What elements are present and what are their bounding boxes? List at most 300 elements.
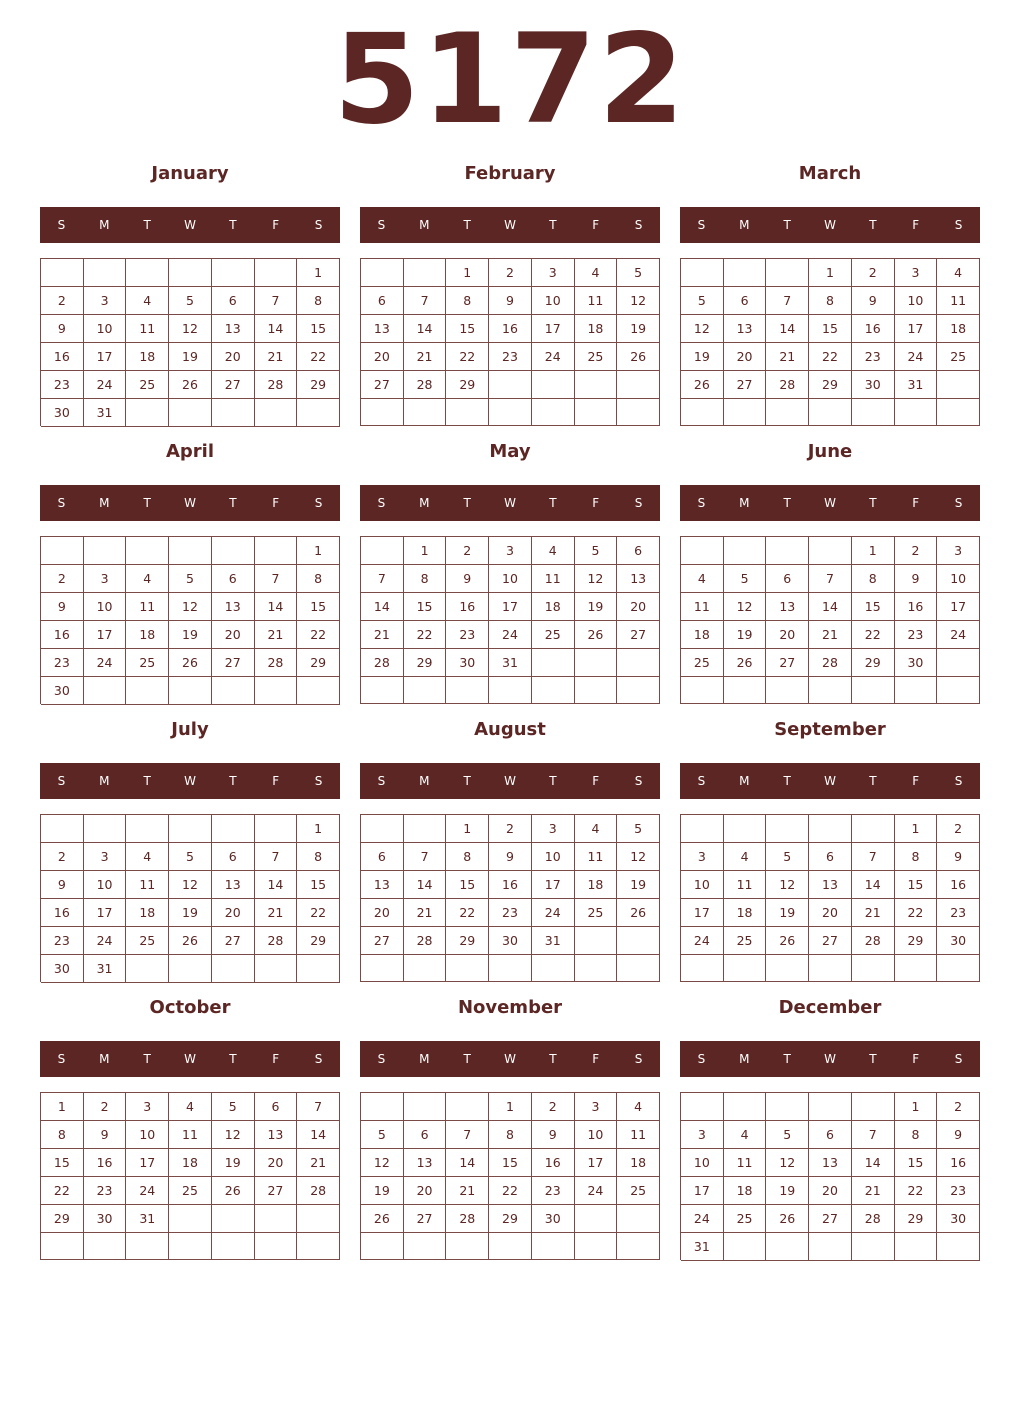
day-cell: 3 — [937, 537, 980, 565]
day-cell: 12 — [617, 287, 660, 315]
empty-day-cell — [41, 537, 84, 565]
day-cell: 7 — [297, 1093, 340, 1121]
weekday-label: F — [912, 1052, 920, 1066]
day-cell: 11 — [724, 1149, 767, 1177]
weekday-label: F — [592, 218, 600, 232]
day-cell: 15 — [297, 315, 340, 343]
day-cell: 20 — [212, 899, 255, 927]
empty-day-cell — [446, 677, 489, 704]
day-cell: 25 — [575, 899, 618, 927]
empty-day-cell — [532, 371, 575, 399]
weekday-label: W — [184, 496, 196, 510]
day-cell: 14 — [404, 315, 447, 343]
empty-day-cell — [617, 677, 660, 704]
day-cell: 1 — [895, 1093, 938, 1121]
day-cell: 6 — [361, 843, 404, 871]
day-cell: 19 — [212, 1149, 255, 1177]
weekday-label: S — [57, 1052, 66, 1066]
day-cell: 16 — [41, 899, 84, 927]
weekday-label: S — [634, 1052, 643, 1066]
day-cell: 21 — [446, 1177, 489, 1205]
empty-day-cell — [489, 399, 532, 426]
day-cell: 28 — [404, 927, 447, 955]
day-cell: 1 — [297, 537, 340, 565]
day-cell: 29 — [446, 371, 489, 399]
day-cell: 1 — [446, 815, 489, 843]
empty-day-cell — [852, 1233, 895, 1261]
day-cell: 16 — [41, 621, 84, 649]
weekday-label: W — [824, 774, 836, 788]
weekday-label: M — [419, 496, 430, 510]
month-name: October — [149, 997, 231, 1018]
day-cell: 1 — [41, 1093, 84, 1121]
day-cell: 23 — [532, 1177, 575, 1205]
day-cell: 1 — [809, 259, 852, 287]
empty-day-cell — [575, 955, 618, 982]
weekday-header — [680, 207, 980, 243]
day-cell: 20 — [724, 343, 767, 371]
day-cell: 8 — [895, 843, 938, 871]
weekday-header — [360, 763, 660, 799]
empty-day-cell — [361, 399, 404, 426]
empty-day-cell — [84, 815, 127, 843]
day-cell: 27 — [766, 649, 809, 677]
day-cell: 18 — [575, 315, 618, 343]
day-cell: 23 — [895, 621, 938, 649]
weekday-header — [360, 1041, 660, 1077]
empty-day-cell — [297, 955, 340, 983]
day-cell: 26 — [361, 1205, 404, 1233]
empty-day-cell — [404, 1093, 447, 1121]
day-cell: 20 — [255, 1149, 298, 1177]
day-cell: 28 — [404, 371, 447, 399]
empty-day-cell — [255, 399, 298, 427]
empty-day-cell — [532, 399, 575, 426]
weekday-label: M — [419, 774, 430, 788]
weekday-label: T — [143, 1052, 151, 1066]
month-january — [40, 157, 340, 427]
day-cell: 20 — [212, 343, 255, 371]
day-cell: 23 — [41, 371, 84, 399]
day-cell: 8 — [895, 1121, 938, 1149]
day-cell: 19 — [575, 593, 618, 621]
empty-day-cell — [126, 537, 169, 565]
weekday-label: T — [229, 496, 237, 510]
day-cell: 3 — [532, 815, 575, 843]
day-cell: 5 — [681, 287, 724, 315]
day-cell: 17 — [532, 871, 575, 899]
month-february — [360, 157, 660, 427]
day-cell: 31 — [126, 1205, 169, 1233]
day-cell: 5 — [169, 565, 212, 593]
day-cell: 28 — [255, 927, 298, 955]
day-cell: 13 — [809, 1149, 852, 1177]
day-cell: 23 — [852, 343, 895, 371]
day-cell: 23 — [937, 1177, 980, 1205]
empty-day-cell — [937, 371, 980, 399]
weekday-label: S — [314, 1052, 323, 1066]
day-cell: 8 — [489, 1121, 532, 1149]
day-cell: 17 — [681, 899, 724, 927]
empty-day-cell — [404, 955, 447, 982]
day-cell: 15 — [852, 593, 895, 621]
weekday-label: T — [783, 218, 791, 232]
day-cell: 29 — [41, 1205, 84, 1233]
day-cell: 13 — [404, 1149, 447, 1177]
weekday-label: M — [99, 496, 110, 510]
day-cell: 15 — [297, 593, 340, 621]
day-cell: 5 — [617, 815, 660, 843]
day-cell: 17 — [126, 1149, 169, 1177]
weekday-label: T — [229, 774, 237, 788]
day-cell: 2 — [446, 537, 489, 565]
day-cell: 14 — [297, 1121, 340, 1149]
day-cell: 29 — [852, 649, 895, 677]
day-cell: 9 — [489, 843, 532, 871]
weekday-label: T — [229, 218, 237, 232]
day-cell: 20 — [809, 1177, 852, 1205]
day-cell: 27 — [255, 1177, 298, 1205]
day-cell: 18 — [575, 871, 618, 899]
weekday-label: F — [272, 218, 280, 232]
month-name: April — [165, 441, 215, 462]
month-name: February — [464, 163, 556, 184]
weekday-label: W — [824, 218, 836, 232]
day-cell: 12 — [361, 1149, 404, 1177]
empty-day-cell — [84, 1233, 127, 1260]
empty-day-cell — [617, 1205, 660, 1233]
day-cell: 19 — [617, 315, 660, 343]
day-cell: 7 — [255, 843, 298, 871]
day-grid — [40, 258, 340, 426]
day-cell: 10 — [489, 565, 532, 593]
day-cell: 5 — [766, 1121, 809, 1149]
day-cell: 15 — [895, 1149, 938, 1177]
weekday-label: T — [549, 774, 557, 788]
weekday-label: T — [143, 774, 151, 788]
day-cell: 6 — [212, 843, 255, 871]
day-cell: 12 — [681, 315, 724, 343]
day-cell: 3 — [895, 259, 938, 287]
day-cell: 10 — [681, 1149, 724, 1177]
day-cell: 11 — [724, 871, 767, 899]
day-cell: 24 — [489, 621, 532, 649]
empty-day-cell — [809, 1233, 852, 1261]
weekday-label: F — [272, 774, 280, 788]
empty-day-cell — [212, 1205, 255, 1233]
weekday-label: T — [143, 218, 151, 232]
empty-day-cell — [809, 955, 852, 982]
weekday-label: F — [912, 774, 920, 788]
day-cell: 28 — [766, 371, 809, 399]
day-cell: 4 — [617, 1093, 660, 1121]
empty-day-cell — [809, 677, 852, 704]
weekday-label: T — [869, 218, 877, 232]
weekday-label: S — [57, 774, 66, 788]
day-cell: 20 — [212, 621, 255, 649]
day-cell: 14 — [852, 871, 895, 899]
day-cell: 26 — [681, 371, 724, 399]
day-cell: 5 — [169, 843, 212, 871]
day-cell: 9 — [852, 287, 895, 315]
day-cell: 21 — [255, 621, 298, 649]
empty-day-cell — [446, 399, 489, 426]
day-cell: 10 — [84, 315, 127, 343]
day-cell: 7 — [255, 565, 298, 593]
day-cell: 8 — [297, 287, 340, 315]
day-cell: 21 — [404, 343, 447, 371]
day-cell: 2 — [937, 1093, 980, 1121]
day-cell: 7 — [255, 287, 298, 315]
day-cell: 18 — [681, 621, 724, 649]
day-cell: 16 — [489, 871, 532, 899]
day-cell: 10 — [84, 593, 127, 621]
day-cell: 13 — [361, 871, 404, 899]
day-cell: 3 — [84, 287, 127, 315]
day-cell: 13 — [724, 315, 767, 343]
day-cell: 22 — [297, 899, 340, 927]
empty-day-cell — [41, 815, 84, 843]
empty-day-cell — [126, 399, 169, 427]
day-cell: 24 — [84, 649, 127, 677]
day-cell: 8 — [809, 287, 852, 315]
empty-day-cell — [766, 815, 809, 843]
day-cell: 9 — [41, 871, 84, 899]
empty-day-cell — [895, 677, 938, 704]
day-cell: 6 — [212, 287, 255, 315]
weekday-label: W — [504, 774, 516, 788]
weekday-label: T — [549, 1052, 557, 1066]
day-cell: 31 — [489, 649, 532, 677]
day-cell: 29 — [809, 371, 852, 399]
day-cell: 22 — [297, 621, 340, 649]
day-cell: 2 — [895, 537, 938, 565]
empty-day-cell — [489, 371, 532, 399]
day-cell: 14 — [255, 315, 298, 343]
weekday-label: S — [314, 496, 323, 510]
empty-day-cell — [766, 1233, 809, 1261]
empty-day-cell — [937, 677, 980, 704]
day-cell: 3 — [489, 537, 532, 565]
day-cell: 23 — [446, 621, 489, 649]
empty-day-cell — [126, 259, 169, 287]
empty-day-cell — [766, 1093, 809, 1121]
day-cell: 6 — [404, 1121, 447, 1149]
weekday-label: T — [143, 496, 151, 510]
day-cell: 4 — [169, 1093, 212, 1121]
weekday-label: W — [504, 496, 516, 510]
empty-day-cell — [532, 955, 575, 982]
empty-day-cell — [126, 677, 169, 705]
weekday-label: M — [739, 218, 750, 232]
empty-day-cell — [724, 677, 767, 704]
empty-day-cell — [126, 815, 169, 843]
weekday-label: T — [229, 1052, 237, 1066]
day-cell: 14 — [255, 593, 298, 621]
day-cell: 23 — [937, 899, 980, 927]
day-cell: 7 — [852, 843, 895, 871]
weekday-label: F — [592, 774, 600, 788]
day-cell: 22 — [446, 343, 489, 371]
day-cell: 27 — [724, 371, 767, 399]
empty-day-cell — [575, 677, 618, 704]
day-cell: 11 — [126, 593, 169, 621]
day-cell: 25 — [724, 1205, 767, 1233]
weekday-label: T — [549, 218, 557, 232]
weekday-label: F — [912, 218, 920, 232]
weekday-label: S — [634, 218, 643, 232]
month-september — [680, 713, 980, 983]
day-cell: 9 — [895, 565, 938, 593]
day-cell: 30 — [446, 649, 489, 677]
day-cell: 9 — [489, 287, 532, 315]
day-cell: 15 — [297, 871, 340, 899]
weekday-label: F — [592, 496, 600, 510]
day-cell: 30 — [489, 927, 532, 955]
day-cell: 8 — [446, 287, 489, 315]
weekday-label: T — [463, 774, 471, 788]
weekday-label: T — [869, 496, 877, 510]
day-cell: 21 — [255, 343, 298, 371]
day-cell: 7 — [404, 843, 447, 871]
day-cell: 4 — [724, 1121, 767, 1149]
empty-day-cell — [169, 1233, 212, 1260]
empty-day-cell — [532, 649, 575, 677]
day-cell: 21 — [809, 621, 852, 649]
empty-day-cell — [84, 537, 127, 565]
day-cell: 28 — [361, 649, 404, 677]
day-cell: 22 — [489, 1177, 532, 1205]
weekday-label: S — [697, 774, 706, 788]
month-march — [680, 157, 980, 427]
day-cell: 14 — [446, 1149, 489, 1177]
day-cell: 30 — [937, 927, 980, 955]
day-cell: 16 — [852, 315, 895, 343]
day-cell: 17 — [937, 593, 980, 621]
day-cell: 15 — [895, 871, 938, 899]
day-cell: 13 — [361, 315, 404, 343]
day-cell: 17 — [84, 343, 127, 371]
day-cell: 16 — [489, 315, 532, 343]
empty-day-cell — [255, 537, 298, 565]
day-cell: 8 — [852, 565, 895, 593]
day-cell: 8 — [297, 843, 340, 871]
day-cell: 10 — [681, 871, 724, 899]
day-cell: 20 — [766, 621, 809, 649]
day-cell: 22 — [404, 621, 447, 649]
weekday-label: M — [419, 218, 430, 232]
day-cell: 25 — [126, 649, 169, 677]
empty-day-cell — [766, 399, 809, 426]
day-cell: 24 — [575, 1177, 618, 1205]
day-cell: 18 — [937, 315, 980, 343]
weekday-label: T — [869, 774, 877, 788]
day-grid — [360, 258, 660, 426]
day-cell: 18 — [126, 343, 169, 371]
empty-day-cell — [361, 1233, 404, 1260]
day-grid — [40, 536, 340, 704]
day-cell: 23 — [489, 899, 532, 927]
empty-day-cell — [681, 537, 724, 565]
weekday-header — [680, 1041, 980, 1077]
day-cell: 11 — [937, 287, 980, 315]
day-cell: 12 — [766, 871, 809, 899]
day-cell: 7 — [809, 565, 852, 593]
day-cell: 16 — [84, 1149, 127, 1177]
day-cell: 4 — [532, 537, 575, 565]
day-cell: 5 — [766, 843, 809, 871]
weekday-label: S — [314, 774, 323, 788]
empty-day-cell — [681, 399, 724, 426]
day-cell: 4 — [724, 843, 767, 871]
weekday-header — [40, 207, 340, 243]
empty-day-cell — [724, 1233, 767, 1261]
empty-day-cell — [84, 677, 127, 705]
day-cell: 10 — [937, 565, 980, 593]
day-cell: 25 — [126, 927, 169, 955]
weekday-label: W — [824, 1052, 836, 1066]
empty-day-cell — [361, 677, 404, 704]
empty-day-cell — [212, 677, 255, 705]
day-cell: 11 — [681, 593, 724, 621]
day-cell: 25 — [532, 621, 575, 649]
day-cell: 12 — [724, 593, 767, 621]
empty-day-cell — [446, 1233, 489, 1260]
month-name: December — [778, 997, 882, 1018]
day-cell: 6 — [724, 287, 767, 315]
day-cell: 28 — [297, 1177, 340, 1205]
empty-day-cell — [617, 1233, 660, 1260]
empty-day-cell — [297, 1233, 340, 1260]
day-cell: 31 — [532, 927, 575, 955]
day-cell: 29 — [895, 927, 938, 955]
day-cell: 22 — [895, 899, 938, 927]
day-cell: 5 — [361, 1121, 404, 1149]
empty-day-cell — [895, 399, 938, 426]
day-cell: 18 — [532, 593, 575, 621]
day-cell: 11 — [617, 1121, 660, 1149]
weekday-label: S — [954, 774, 963, 788]
day-cell: 13 — [617, 565, 660, 593]
day-cell: 6 — [212, 565, 255, 593]
day-cell: 30 — [852, 371, 895, 399]
day-cell: 22 — [895, 1177, 938, 1205]
day-cell: 29 — [297, 371, 340, 399]
calendar-year-title: 5172 — [333, 8, 687, 152]
day-cell: 30 — [41, 955, 84, 983]
day-cell: 25 — [681, 649, 724, 677]
weekday-label: S — [697, 1052, 706, 1066]
day-cell: 7 — [404, 287, 447, 315]
weekday-label: W — [184, 1052, 196, 1066]
day-cell: 12 — [766, 1149, 809, 1177]
day-cell: 3 — [84, 843, 127, 871]
day-cell: 28 — [255, 371, 298, 399]
weekday-label: M — [99, 1052, 110, 1066]
day-cell: 14 — [361, 593, 404, 621]
weekday-label: S — [954, 218, 963, 232]
day-cell: 8 — [297, 565, 340, 593]
empty-day-cell — [404, 1233, 447, 1260]
day-cell: 20 — [617, 593, 660, 621]
weekday-label: S — [57, 218, 66, 232]
month-june — [680, 435, 980, 705]
weekday-label: S — [697, 496, 706, 510]
day-cell: 11 — [532, 565, 575, 593]
day-cell: 5 — [617, 259, 660, 287]
month-august — [360, 713, 660, 983]
empty-day-cell — [404, 259, 447, 287]
